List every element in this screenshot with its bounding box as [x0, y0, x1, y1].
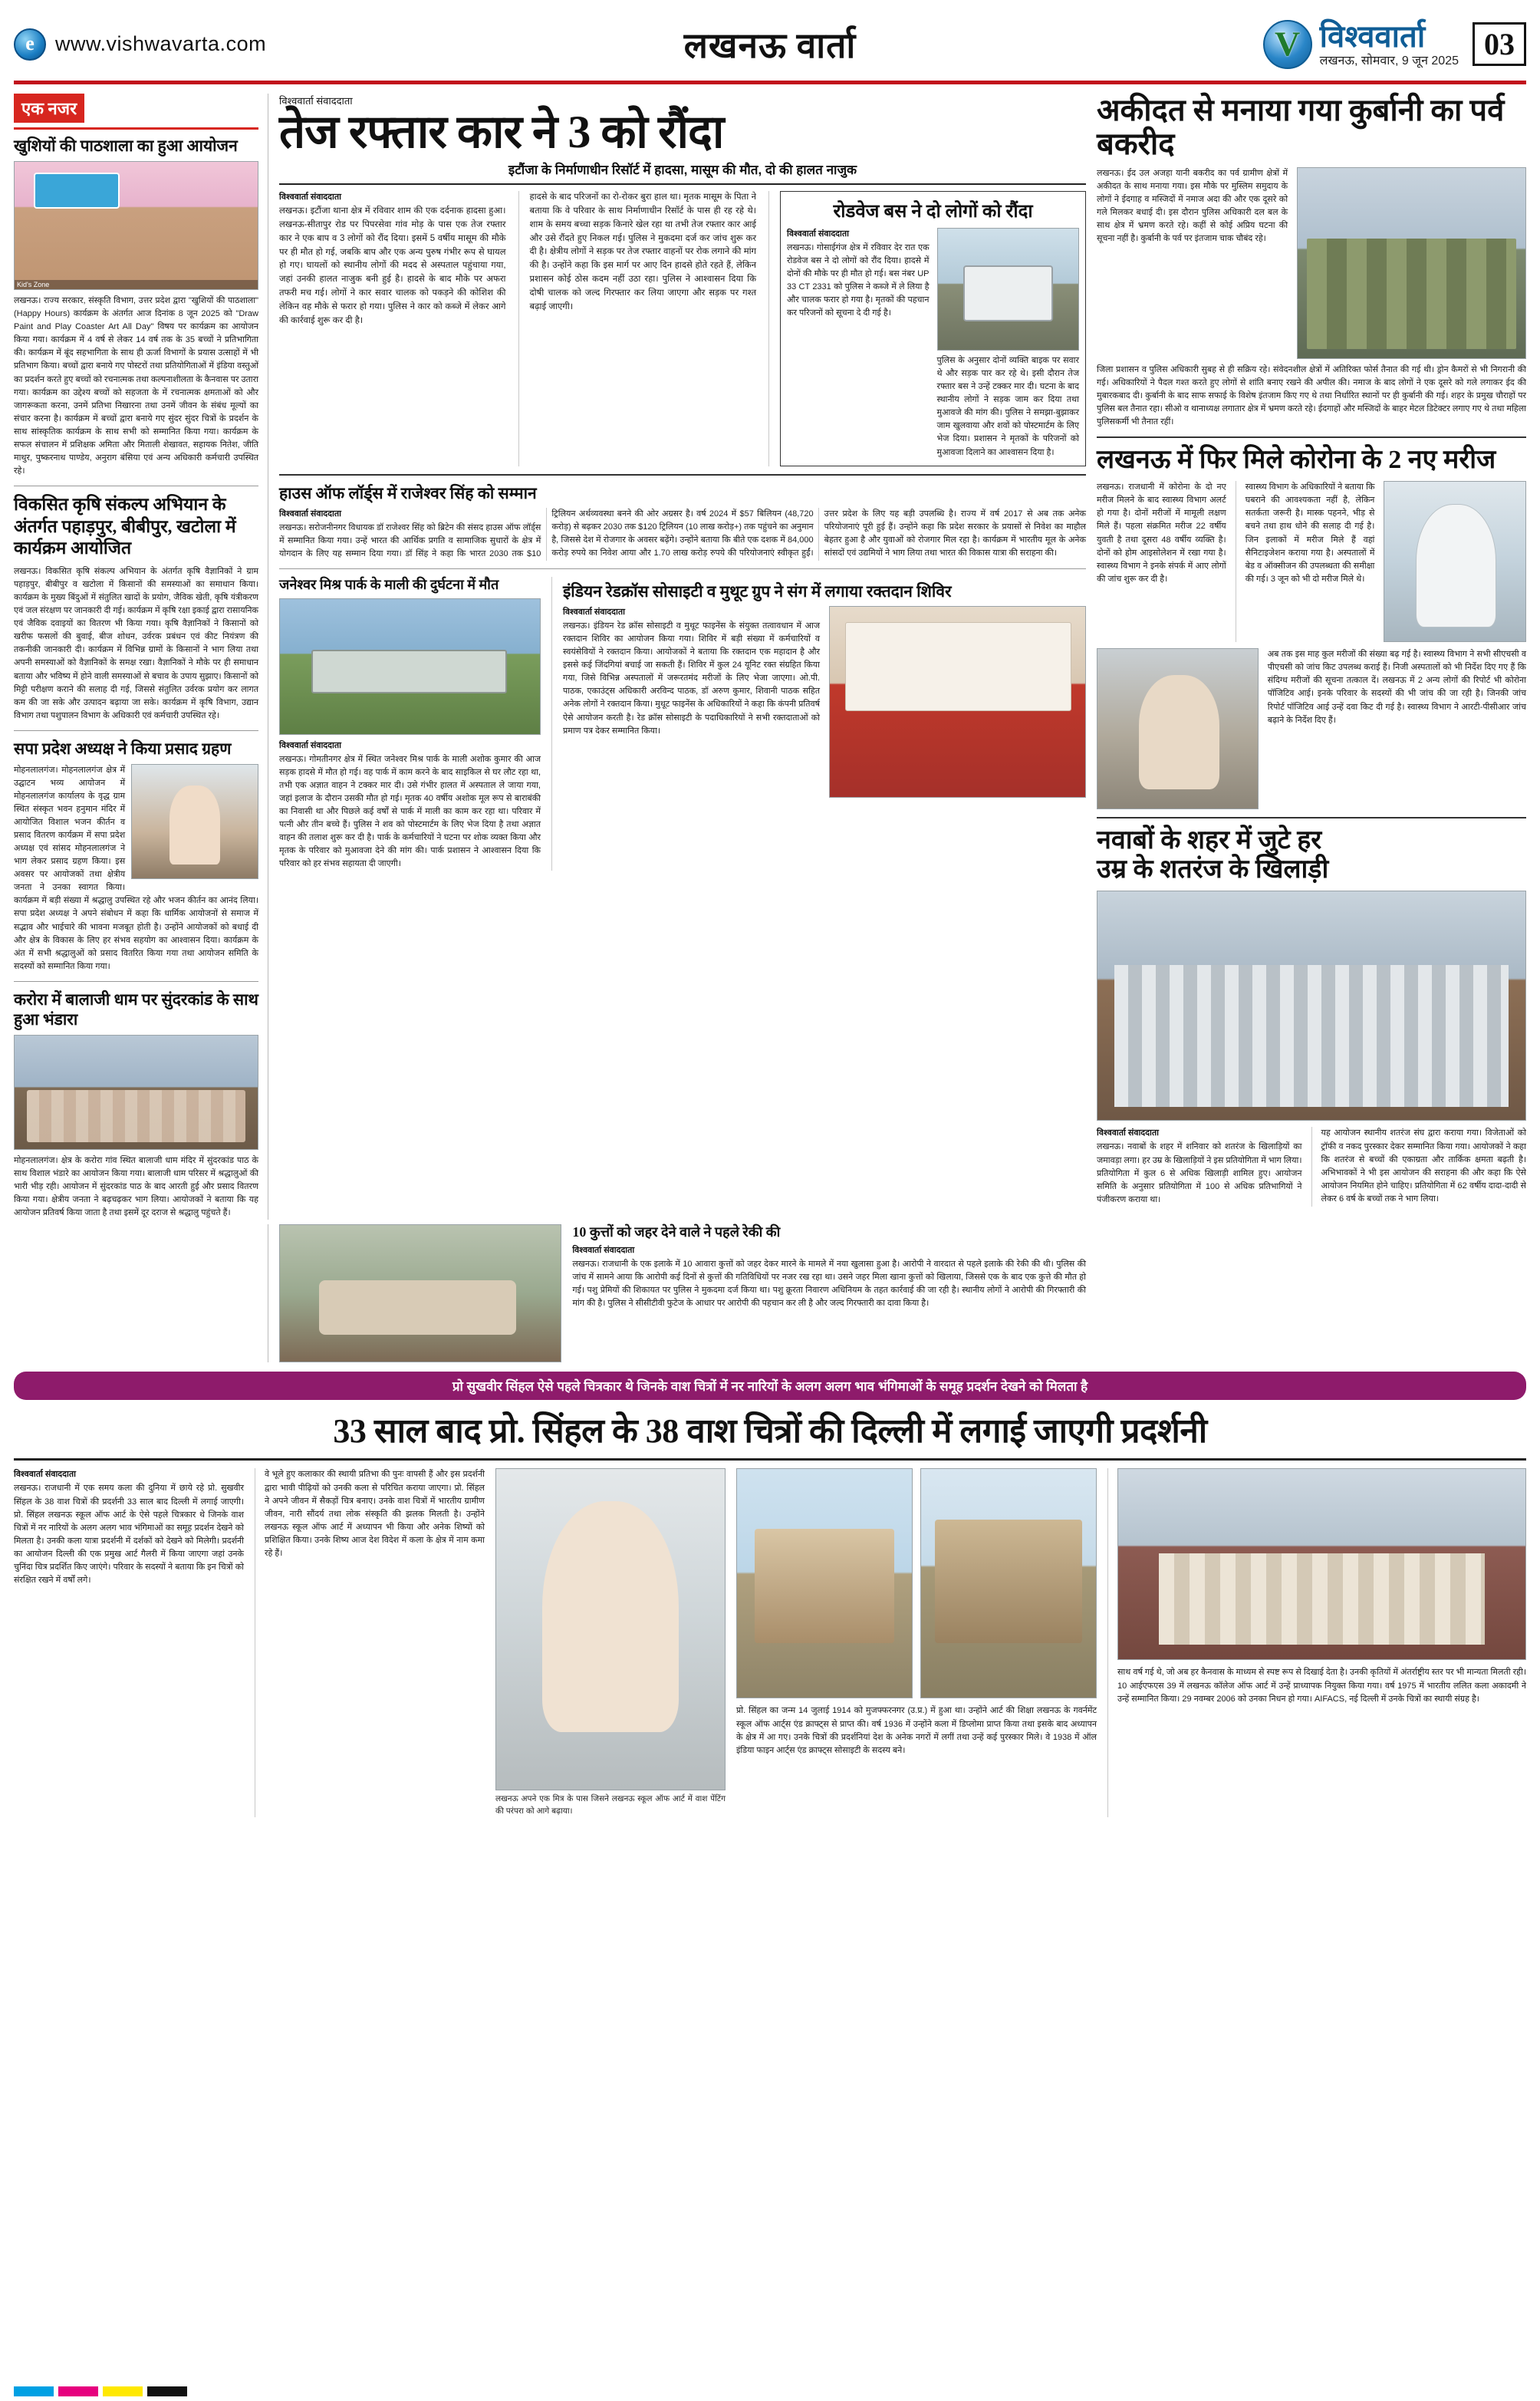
covid-patient-photo — [1097, 648, 1259, 809]
cmyk-black — [147, 2386, 187, 2396]
story-text: लखनऊ। सरोजनीनगर विधायक डॉ राजेश्वर सिंह को ब्रिटेन की संसद हाउस ऑफ लॉर्ड्स में सम्मानित किया गया। उन्हें भारत की आर्थिक प्रगति व सामाजिक सुधारों के क्षेत्र में योगदान के लिए यह सम्मान दिया गया। डॉ सिंह ने कहा कि भारत 2030 तक $10 ट्रिलियन अर्थव्यवस्था बनने की ओर अग्रसर है। वर्ष 2024 में $57 बिलियन (48,720 करोड़) से बढ़कर 2030 तक $120 ट्रिलियन (10 लाख करोड़+) तक पहुंचने का अनुमान है, जिससे देश में रोजगार के अवसर बढ़ेंगे। उन्होंने बताया कि बीते एक दशक में 84,000 करोड़ रुपये का निवेश आया और 1.70 लाख करोड़ रुपये की परियोजनाएं स्वीकृत हुईं। उत्तर प्रदेश के लिए यह बड़ी उपलब्धि है। राज्य में वर्ष 2017 से अब तक अनेक परियोजनाएं पूरी हुई हैं। उन्होंने कहा कि प्रदेश सरकार के प्रयासों से निवेश का माहौल बेहतर हुआ है और युवाओं को रोजगार मिल रहा है। कार्यक्रम में भारतीय मूल के अनेक सांसदों एवं उद्यमियों ने भाग लिया तथा भारत की विकास यात्रा की सराहना की। — [279, 509, 1086, 558]
stray-dogs-photo — [279, 1224, 561, 1362]
byline: विश्ववार्ता संवाददाता — [279, 740, 341, 750]
feature-text-4: साथ वर्ष गई थे, जो अब हर कैनवास के माध्यम से स्पष्ट रूप से दिखाई देता है। उनकी कृतियों में अंतर्राष्ट्रीय स्तर पर भी मान्यता मिलती रही। 10 आईएफएस 39 में लखनऊ कॉलेज ऑफ आर्ट में उन्हें प्राध्यापक नियुक्त किया गया। वर्ष 1975 में भारतीय ललित कला अकादमी ने उन्हें सम्मानित किया। 29 नवम्बर 2006 को उनका निधन हो गया। AIFACS, नई दिल्ली में उनके चित्रों का स्थायी संग्रह है। — [1117, 1668, 1526, 1704]
brand-text — [1319, 18, 1459, 68]
byline: विश्ववार्ता संवाददाता — [563, 608, 625, 618]
prof-singhal-portrait-photo — [495, 1468, 726, 1790]
chess-heading-line-2: उम्र के शतरंज के खिलाड़ी — [1097, 855, 1329, 884]
lead-subhead: इटौंजा के निर्माणाधीन रिसॉर्ट में हादसा, मासूम की मौत, दो की हालत नाजुक — [279, 160, 1086, 185]
right-column-tail — [1097, 1224, 1526, 1362]
masthead-left — [14, 28, 474, 61]
photo-caption: Kid's Zone — [15, 280, 258, 289]
corona-heading: लखनऊ में फिर मिले कोरोना के 2 नए मरीज — [1097, 446, 1496, 475]
chess-text-2: यह आयोजन स्थानीय शतरंज संघ द्वारा कराया गया। विजेताओं को ट्रॉफी व नकद पुरस्कार देकर सम्मानित किया गया। आयोजकों ने कहा कि शतरंज से बच्चों की एकाग्रता और तार्किक क्षमता बढ़ती है। अभिभावकों ने भी इस आयोजन की सराहना की और कहा कि ऐसे आयोजन नियमित होने चाहिए। प्रतियोगिता में 62 वर्षीय दादा-दादी से लेकर 6 वर्ष के बच्चों तक ने भाग लिया। — [1321, 1128, 1526, 1204]
masthead-center — [474, 21, 1066, 68]
mid-row-2 — [279, 577, 1086, 871]
story-text: लखनऊ। राजधानी के एक इलाके में 10 आवारा कुत्तों को जहर देकर मारने के मामले में नया खुलासा हुआ है। आरोपी ने वारदात से पहले इलाके की रेकी की थी। पुलिस की जांच में सामने आया कि आरोपी कई दिनों से कुत्तों की गतिविधियों पर नजर रख रहा था। उसने जहर मिला खाना कुत्तों को खिलाया, जिससे एक के बाद एक कुत्ते की मौत हो गई। पशु प्रेमियों की शिकायत पर पुलिस ने मुकदमा दर्ज किया था। पशु क्रूरता निवारण अधिनियम के तहत कार्रवाई की जा रही है। स्थानीय लोगों ने आरोपी की गिरफ्तारी की मांग की है। पुलिस ने सीसीटीवी फुटेज के आधार पर आरोपी की पहचान कर ली है और जल्द गिरफ्तारी का दावा किया है। — [572, 1260, 1086, 1309]
corona-text-2: स्वास्थ्य विभाग के अधिकारियों ने बताया कि घबराने की आवश्यकता नहीं है, लेकिन सतर्कता जरूरी है। मास्क पहनने, भीड़ से बचने तथा हाथ धोने की सलाह दी गई है। जिन इलाकों में मरीज मिले हैं वहां सैनिटाइजेशन कराया गया है। अस्पतालों में बेड व ऑक्सीजन की उपलब्धता की समीक्षा की गई। 3 जून को भी दो मरीज मिले थे। — [1245, 483, 1375, 584]
chess-story — [1097, 826, 1526, 1206]
vishwavarta-logo-icon — [1263, 20, 1312, 69]
story-text: मोहनलालगंज। क्षेत्र के करोरा गांव स्थित बालाजी धाम मंदिर में सुंदरकांड पाठ के साथ विशाल भंडारे का आयोजन किया गया। बालाजी धाम परिसर में श्रद्धालुओं की भारी भीड़ रही। आयोजन में सुंदरकांड पाठ के बाद आरती हुई और प्रसाद वितरण किया गया। क्षेत्रीय जनता ने बढ़चढ़कर भाग लिया। आयोजकों ने बताया कि यह आयोजन प्रतिवर्ष किया जाता है तथा इसमें दूर दराज से श्रद्धालु पहुंचते हैं। — [14, 1156, 258, 1218]
left-story-3 — [14, 739, 258, 973]
lead-col-2 — [518, 191, 757, 466]
story-heading: विकसित कृषि संकल्प अभियान के अंतर्गत पहाड़पुर, बीबीपुर, खटोला में कार्यक्रम आयोजित — [14, 494, 236, 558]
story-text: लखनऊ। इंडियन रेड क्रॉस सोसाइटी व मुथूट फाइनेंस के संयुक्त तत्वावधान में आज रक्तदान शिविर का आयोजन किया गया। शिविर में बड़ी संख्या में कर्मचारियों व स्वयंसेवियों ने रक्तदान किया। आयोजकों ने बताया कि रक्तदान एक महादान है और इससे कई जिंदगियां बचाई जा सकती हैं। शिविर में कुल 24 यूनिट रक्त संग्रहित किया गया, जिसे विभिन्न अस्पतालों में जरूरतमंद मरीजों के लिए भेजा जाएगा। ओ.पी. पाठक, एकाउंट्स अधिकारी अरविन्द पाठक, डॉ अरुण कुमार, शिवानी पाठक सहित अनेक लोगों ने रक्तदान किया। मुथूट फाइनेंस के अधिकारियों ने कहा कि कंपनी प्रतिवर्ष ऐसे आयोजन करती है। रेड क्रॉस सोसाइटी के पदाधिकारियों ने सभी रक्तदाताओं को प्रमाण पत्र देकर सम्मानित किया। — [563, 621, 820, 736]
story-text: लखनऊ। राज्य सरकार, संस्कृति विभाग, उत्तर प्रदेश द्वारा "खुशियों की पाठशाला" (Happy Hours) कार्यक्रम के अंतर्गत आज दिनांक 8 जून 2025 को "Draw Paint and Play Coaster Art All Day" विषय पर कार्यक्रम का आयोजन किया गया। कार्यक्रम में 4 वर्ष से लेकर 14 वर्ष तक के 35 बच्चों ने प्रतिभागिता की। कार्यक्रम में बूंद सहभागिता के साथ ही ऊर्जा विभागों के प्रयास उत्साहों में भी प्रतिभाग किया। बच्चों द्वारा बनाये गए पोस्टरों तथा प्रतियोगिताओं में इंडिया वस्तुओं का प्रदर्शन करते हुए बच्चों को रचनात्मक तथा कल्पनाशीलता के कैनवास पर उतारा गया। कार्यक्रम का उद्देश्य बच्चों को सहजता के में रचनात्मक क्षमताओं को और जागरूकता करना, उनमें प्रतिभा निखारना तथा उनमें जीवन के संबंध मूल्यों का संचार करना है। कार्यक्रम में बच्चों द्वारा बनाये गए सुंदर सुंदर चित्रों के प्रदर्शन के साथ सांस्कृतिक कार्यक्रम के साथ सभी को सम्मानित किया गया। कार्यक्रम के सफल संचालन में प्रशिक्षक अमिता और मिताली शेखावत, सहायक नितेश, जीति माथुर, पुष्करनाथ पाण्डेय, अनुराग बंसिया एवं अन्य अधिकारी कर्मचारी उपस्थित रहे। — [14, 296, 258, 476]
story-heading: जनेश्वर मिश्र पार्क के माली की दुर्घटना में मौत — [279, 576, 499, 592]
byline: विश्ववार्ता संवाददाता — [572, 1246, 635, 1256]
brand-name: विश्ववार्ता — [1319, 18, 1426, 54]
cmyk-yellow — [103, 2386, 143, 2396]
bakrid-text-2: जिला प्रशासन व पुलिस अधिकारी सुबह से ही सक्रिय रहे। संवेदनशील क्षेत्रों में अतिरिक्त फोर्स तैनात की गई थी। ड्रोन कैमरों से भी निगरानी की गई। अधिकारियों ने पैदल गश्त करते हुए लोगों से शांति बनाए रखने की अपील की। नमाज के बाद लोगों ने एक दूसरे को गले लगाकर ईद की मुबारकबाद दी। कुर्बानी के बाद साफ सफाई के विशेष इंतजाम किए गए थे तथा निर्धारित स्थानों पर ही कुर्बानी की गई। शहर के प्रमुख चौराहों पर पुलिस बल तैनात रहा। सीओ व थानाध्यक्ष लगातार क्षेत्र में भ्रमण करते रहे। ईदगाहों और मस्जिदों के बाहर मेटल डिटेक्टर लगाए गए थे तथा महिला पुलिसकर्मी भी तैनात रहीं। — [1097, 365, 1526, 427]
roadways-bus-photo — [937, 228, 1079, 351]
bakrid-story — [1097, 94, 1526, 429]
story-text: मोहनलालगंज। मोहनलालगंज क्षेत्र में उद्घाटन भव्य आयोजन में मोहनलालगंज कार्यालय के वृद्ध ग्राम स्थित संस्कृत भवन हनुमान मंदिर में आयोजित विशाल भजन कीर्तन व प्रसाद वितरण कार्यक्रम में सपा प्रदेश अध्यक्ष एवं सांसद मोहनलालगंज ने भाग लेकर प्रसाद ग्रहण किया। इस अवसर पर आयोजकों तथा क्षेत्रीय जनता ने उनका स्वागत किया। कार्यक्रम में बड़ी संख्या में श्रद्धालु उपस्थित रहे और भजन कीर्तन का आनंद लिया। सपा प्रदेश अध्यक्ष ने अपने संबोधन में कहा कि धार्मिक आयोजनों से समाज में सद्भाव और भाईचारे की भावना मजबूत होती है। उन्होंने आयोजकों को बधाई दी और क्षेत्र के विकास के लिए हर संभव सहयोग का आश्वासन दिया। कार्यक्रम के अंत में सभी श्रद्धालुओं को प्रसाद वितरित किया गया तथा आयोजन समिति के सदस्यों को सम्मानित किया गया। — [14, 765, 258, 971]
masthead — [14, 11, 1526, 84]
covid-testing-photo — [1384, 481, 1526, 642]
feature-text-1: लखनऊ। राजधानी में एक समय कला की दुनिया में छाये रहे प्रो. सुखवीर सिंहल के 38 वाश चित्रों की प्रदर्शनी 33 साल बाद दिल्ली में लगाई जाएगी। प्रो. सिंहल लखनऊ स्कूल ऑफ आर्ट के ऐसे पहले चित्रकार थे जिनके वाश चित्रों में नर नारियों के अलग अलग भाव भंगिमाओं का समूह प्रदर्शन देखने को मिलता है। उनकी कला यात्रा प्रदर्शनी में दर्शकों को देखने को मिलेगी। प्रदर्शनी का आयोजन दिल्ली की एक प्रमुख आर्ट गैलरी में किया जाएगा जहां उनके चुनिंदा चित्र प्रदर्शित किए जाएंगे। परिवार के सदस्यों ने बताया कि इन चित्रों को संरक्षित रखने में वर्षों लगे। — [14, 1484, 244, 1585]
left-story-4 — [14, 990, 258, 1220]
award-ceremony-photo — [1117, 1468, 1526, 1660]
mid-story-mali — [279, 577, 541, 871]
middle-column — [279, 94, 1086, 1220]
bakrid-text-1: लखनऊ। ईद उल अजहा यानी बकरीद का पर्व ग्रामीण क्षेत्रों में अकीदत के साथ मनाया गया। इस मौके पर मुस्लिम समुदाय के लोगों ने ईदगाह व मस्जिदों में नमाज अदा की और एक दूसरे को गले मिलकर बधाई दी। इस दौरान पुलिस अधिकारी दल बल के साथ क्षेत्र में भ्रमण करते रहे। कहीं से कोई अप्रिय घटना की सूचना नहीं है। कुर्बानी के पर्व पर इंतजाम चाक चौबंद रहे। — [1097, 169, 1288, 244]
lead-body — [279, 191, 1086, 466]
feature-text-2: वे भूले हुए कलाकार की स्थायी प्रतिभा की पुनः वापसी हैं और इस प्रदर्शनी द्वारा भावी पीढ़ियों को उनकी कला से परिचित कराया जाएगा। प्रो. सिंहल ने अपने जीवन में सैकड़ों चित्र बनाए। उनके वाश चित्रों में भारतीय ग्रामीण जीवन, नारी सौंदर्य तथा लोक संस्कृति की झलक मिलती है। उन्होंने लखनऊ स्कूल ऑफ आर्ट में अध्यापन भी किया और अनेक शिष्यों को प्रशिक्षित किया। उनके शिष्य आज देश विदेश में कला के क्षेत्र में नाम कमा रहे हैं। — [265, 1470, 485, 1558]
feature-col-2 — [255, 1468, 485, 1816]
feature-body — [14, 1468, 1526, 1816]
left-column — [14, 94, 268, 1220]
mid-story-house-of-lords — [279, 483, 1086, 561]
wash-painting-1 — [736, 1468, 913, 1698]
feature-portrait-col — [495, 1468, 726, 1816]
ek-nazar-label: एक नजर — [14, 94, 84, 123]
sp-president-photo — [131, 764, 258, 879]
roadways-text-2: पुलिस के अनुसार दोनों व्यक्ति बाइक पर सवार थे और सड़क पार कर रहे थे। इसी दौरान तेज रफ्तार बस ने उन्हें टक्कर मार दी। घटना के बाद स्थानीय लोगों ने सड़क जाम कर दिया तथा मुआवजे की मांग की। पुलिस ने समझा-बुझाकर जाम खुलवाया और शवों को पोस्टमार्टम के लिए भेज दिया। प्रशासन ने मृतकों के परिजनों को मुआवजा दिलाने का आश्वासन दिया है। — [936, 356, 1079, 457]
feature-text-3: प्रो. सिंहल का जन्म 14 जुलाई 1914 को मुजफ्फरनगर (उ.प्र.) में हुआ था। उन्होंने आर्ट की शिक्षा लखनऊ के गवर्नमेंट स्कूल ऑफ आर्ट्स एंड क्राफ्ट्स से प्राप्त की। वर्ष 1936 में उन्होंने कला में डिप्लोमा प्राप्त किया तथा इसके बाद अध्यापन के क्षेत्र में आ गए। उनके चित्रों की प्रदर्शनियां देश के अनेक नगरों में लगीं तथा उन्हें कई पुरस्कार मिले। वे 1938 में ऑल इंडिया फाइन आर्ट्स एंड क्राफ्ट्स सोसाइटी के सदस्य बने। — [736, 1706, 1097, 1755]
kids-zone-event-photo — [14, 161, 258, 290]
lead-credit: विश्ववार्ता संवाददाता — [279, 95, 353, 107]
story-text: लखनऊ। गोमतीनगर क्षेत्र में स्थित जनेश्वर मिश्र पार्क के माली अशोक कुमार की आज सड़क हादसे में मौत हो गई। वह पार्क में काम करने के बाद साइकिल से घर लौट रहा था, तभी एक अज्ञात वाहन ने टक्कर मार दी। उसे गंभीर हालत में अस्पताल ले जाया गया, जहां इलाज के दौरान उसकी मौत हो गई। मृतक 40 वर्षीय अशोक मूल रूप से बाराबंकी का निवासी था और पिछले कई वर्षों से पार्क में माली का काम कर रहा था। परिवार में पत्नी और तीन बच्चे हैं। पुलिस ने शव को पोस्टमार्टम के लिए भेज दिया है तथा अज्ञात वाहन की तलाश शुरू कर दी है। पार्क के कर्मचारियों ने घटना पर शोक व्यक्त किया और मृतक के परिवार को मुआवजा देने की मांग की। पार्क प्रशासन ने आश्वासन दिया कि परिवार को हर संभव सहायता दी जाएगी। — [279, 754, 541, 868]
page-number: 03 — [1473, 22, 1526, 66]
roadways-box — [768, 191, 1086, 466]
cmyk-cyan — [14, 2386, 54, 2396]
roadways-heading: रोडवेज बस ने दो लोगों को रौंदा — [833, 202, 1033, 222]
sundarkand-bhandara-photo — [14, 1035, 258, 1150]
story-heading: खुशियों की पाठशाला का हुआ आयोजन — [14, 137, 238, 155]
mid-story-dogs — [279, 1224, 1086, 1362]
mid-row-3 — [14, 1224, 1526, 1362]
left-story-1 — [14, 136, 258, 478]
byline: विश्ववार्ता संवाददाता — [279, 193, 341, 203]
lead-col-1 — [279, 191, 506, 466]
right-column — [1097, 94, 1526, 1220]
roadways-text-1: लखनऊ। गोसाईगंज क्षेत्र में रविवार देर रात एक रोडवेज बस ने दो लोगों को रौंद दिया। हादसे में दोनों की मौके पर ही मौत हो गई। बस नंबर UP 33 CT 2331 को पुलिस ने कब्जे में ले लिया है और चालक फरार हो गया है। मृतकों की पहचान कर परिजनों को सूचना दे दी गई है। — [787, 243, 930, 318]
edition-line: लखनऊ, सोमवार, 9 जून 2025 — [1319, 54, 1459, 68]
section-title: लखनऊ वार्ता — [683, 25, 857, 65]
story-heading: सपा प्रदेश अध्यक्ष ने किया प्रसाद ग्रहण — [14, 739, 232, 758]
janeshwar-park-photo — [279, 598, 541, 735]
bakrid-heading: अकीदत से मनाया गया कुर्बानी का पर्व बकरीद — [1097, 93, 1505, 161]
lead-headline: तेज रफ्तार कार ने 3 को रौंदा — [279, 107, 724, 157]
feature-col-1 — [14, 1468, 244, 1816]
feature-paintings-col — [736, 1468, 1097, 1816]
story-heading: करोरा में बालाजी धाम पर सुंदरकांड के साथ हुआ भंडारा — [14, 990, 258, 1029]
globe-icon — [14, 28, 46, 61]
byline: विश्ववार्ता संवाददाता — [14, 1470, 76, 1480]
masthead-right — [1066, 20, 1526, 69]
corona-text-3: अब तक इस माह कुल मरीजों की संख्या बढ़ गई है। स्वास्थ्य विभाग ने सभी सीएचसी व पीएचसी को जांच किट उपलब्ध कराई हैं। निजी अस्पतालों को भी निर्देश दिए गए हैं कि संदिग्ध मरीजों की सूचना तत्काल दें। लखनऊ में 2 अन्य लोगों की रिपोर्ट भी कोरोना पॉजिटिव आई। इनके परिवार के सदस्यों की भी जांच की जा रही है। जिनकी जांच रिपोर्ट पॉजिटिव आई उन्हें दवा किट दी गई है। स्वास्थ्य विभाग ने आरटी-पीसीआर जांच बढ़ाने के निर्देश दिए हैं। — [1267, 650, 1526, 725]
brand-logo — [1263, 20, 1459, 69]
site-url[interactable]: www.vishwavarta.com — [55, 32, 267, 55]
chess-text-1: लखनऊ। नवाबों के शहर में शनिवार को शतरंज के खिलाड़ियों का जमावड़ा लगा। हर उम्र के खिलाड़ियों ने इस प्रतियोगिता में भाग लिया। प्रतियोगिता में कुल 6 से अधिक खिलाड़ी शामिल हुए। आयोजन समिति के अनुसार प्रतियोगिता में 100 से अधिक प्रतिभागियों ने पंजीकरण कराया था। — [1097, 1142, 1302, 1204]
byline: विश्ववार्ता संवाददाता — [279, 509, 341, 519]
feature-col-4 — [1107, 1468, 1526, 1816]
cmyk-registration-bar — [14, 2386, 187, 2396]
lead-text-1: लखनऊ। इटौंजा थाना क्षेत्र में रविवार शाम की एक दर्दनाक हादसा हुआ। लखनऊ-सीतापुर रोड पर पिपरसेवा गांव मोड़ के पास एक तेज रफ्तार कार ने एक बाप व 3 लोगों को रौंद दिया। इसमें 5 वर्षीय मासूम की मौके पर ही मौत हो गई, जबकि बाप और एक अन्य पुरुष गंभीर रूप से घायल हो गए। घायलों को स्थानीय लोगों की मदद से अस्पताल पहुंचाया गया, जहां उनकी हालत नाजुक बनी हुई है। हादसे के बाद मौके पर अफरा तफरी मच गई। लोगों ने कार सवार चालक को पकड़ने की कोशिश की लेकिन वह मौके से फरार हो गया। पुलिस ने कार को कब्जे में लेकर आगे की कार्रवाई शुरू कर दी है। — [279, 206, 506, 325]
corona-story — [1097, 446, 1526, 809]
feature-photo-caption: लखनऊ अपने एक मित्र के पास जिसने लखनऊ स्कूल ऑफ आर्ट में वाश पेंटिंग की परंपरा को आगे बढ़ाया। — [495, 1794, 726, 1816]
story-heading: हाउस ऑफ लॉर्ड्स में राजेश्वर सिंह को सम्मान — [279, 483, 537, 502]
chess-tournament-photo — [1097, 891, 1526, 1121]
mid-story-blood — [551, 577, 1086, 871]
page-body — [14, 94, 1526, 1220]
feature-banner: प्रो सुखवीर सिंहल ऐसे पहले चित्रकार थे जिनके वाश चित्रों में नर नारियों के अलग अलग भाव भंगिमाओं के समूह प्रदर्शन देखने को मिलता है — [14, 1372, 1526, 1400]
byline: विश्ववार्ता संवाददाता — [1097, 1128, 1159, 1138]
corona-text-1: लखनऊ। राजधानी में कोरोना के दो नए मरीज मिलने के बाद स्वास्थ्य विभाग अलर्ट हो गया है। दोनों मरीजों में मामूली लक्षण मिले हैं। पहला संक्रमित मरीज 22 वर्षीय युवती है तथा दूसरा 48 वर्षीय व्यक्ति है। दोनों को होम आइसोलेशन में रखा गया है। स्वास्थ्य विभाग ने इनके संपर्क में आए लोगों की जांच शुरू कर दी है। — [1097, 483, 1226, 584]
story-text: लखनऊ। विकसित कृषि संकल्प अभियान के अंतर्गत कृषि वैज्ञानिकों ने ग्राम पहाड़पुर, बीबीपुर व खटोला में किसानों की समस्याओं का समाधान किया। कार्यक्रम के मुख्य बिंदुओं में संतुलित खादों के प्रयोग, जैविक खेती, कृषि यंत्रीकरण एवं जल संरक्षण पर जानकारी दी गई। कार्यक्रम में कृषि रक्षा इकाई द्वारा रासायनिक एवं जैविक दवाइयों का वितरण भी किया गया। कृषि वैज्ञानिकों ने किसानों को खरीफ फसलों की बुवाई, बीज शोधन, उर्वरक प्रबंधन एवं कीट नियंत्रण की तकनीकी जानकारी दी। कार्यक्रम में विभिन्न ग्रामों के किसानों ने भाग लिया तथा अपनी समस्याओं को वैज्ञानिकों के समक्ष रखा। वैज्ञानिकों ने मौके पर ही समाधान बताया और भविष्य में होने वाली समस्याओं से बचाव के उपाय सुझाए। किसानों को मिट्टी परीक्षण कराने की सलाह दी गई, जिससे संतुलित उर्वरक प्रयोग कर लागत कम की जा सके और उत्पादन बढ़ाया जा सके। कार्यक्रम में कृषि विभाग, उद्यान विभाग तथा पशुपालन विभाग के अधिकारी एवं कर्मचारी उपस्थित रहे। — [14, 567, 258, 720]
left-story-2 — [14, 494, 258, 723]
wash-painting-2 — [920, 1468, 1097, 1698]
story-heading: 10 कुत्तों को जहर देने वाले ने पहले रेकी की — [572, 1224, 781, 1240]
story-heading: इंडियन रेडक्रॉस सोसाइटी व मुथूट ग्रुप ने संग में लगाया रक्तदान शिविर — [563, 581, 952, 601]
chess-heading-line-1: नवाबों के शहर में जुटे हर — [1097, 826, 1322, 855]
byline: विश्ववार्ता संवाददाता — [787, 229, 849, 239]
cmyk-magenta — [58, 2386, 98, 2396]
blood-donation-camp-photo — [829, 606, 1086, 798]
left-column-tail — [14, 1224, 268, 1362]
roadways-box-frame — [780, 191, 1086, 466]
ek-nazar-rule — [14, 127, 258, 130]
police-patrol-photo — [1297, 167, 1526, 359]
lead-text-2: हादसे के बाद परिजनों का रो-रोकर बुरा हाल था। मृतक मासूम के पिता ने बताया कि वे परिवार के साथ निर्माणाधीन रिसॉर्ट के पास ही रह रहे थे। शाम के समय बच्चा सड़क किनारे खेल रहा था तभी तेज रफ्तार कार आई और उसे रौंदते हुए निकल गई। पुलिस ने मुकदमा दर्ज कर जांच शुरू कर दी है। क्षेत्रीय लोगों ने सड़क पर तेज रफ्तार वाहनों पर रोक लगाने की मांग की है। उन्होंने कहा कि इस मार्ग पर आए दिन हादसे होते रहते हैं, लेकिन प्रशासन कोई ठोस कदम नहीं उठा रहा। पुलिस ने आश्वासन दिया कि दोषी चालक को जल्द गिरफ्तार कर लिया जाएगा और सड़क पर गश्त बढ़ाई जाएगी। — [529, 193, 757, 311]
feature-headline: 33 साल बाद प्रो. सिंहल के 38 वाश चित्रों की दिल्ली में लगाई जाएगी प्रदर्शनी — [14, 1406, 1526, 1461]
